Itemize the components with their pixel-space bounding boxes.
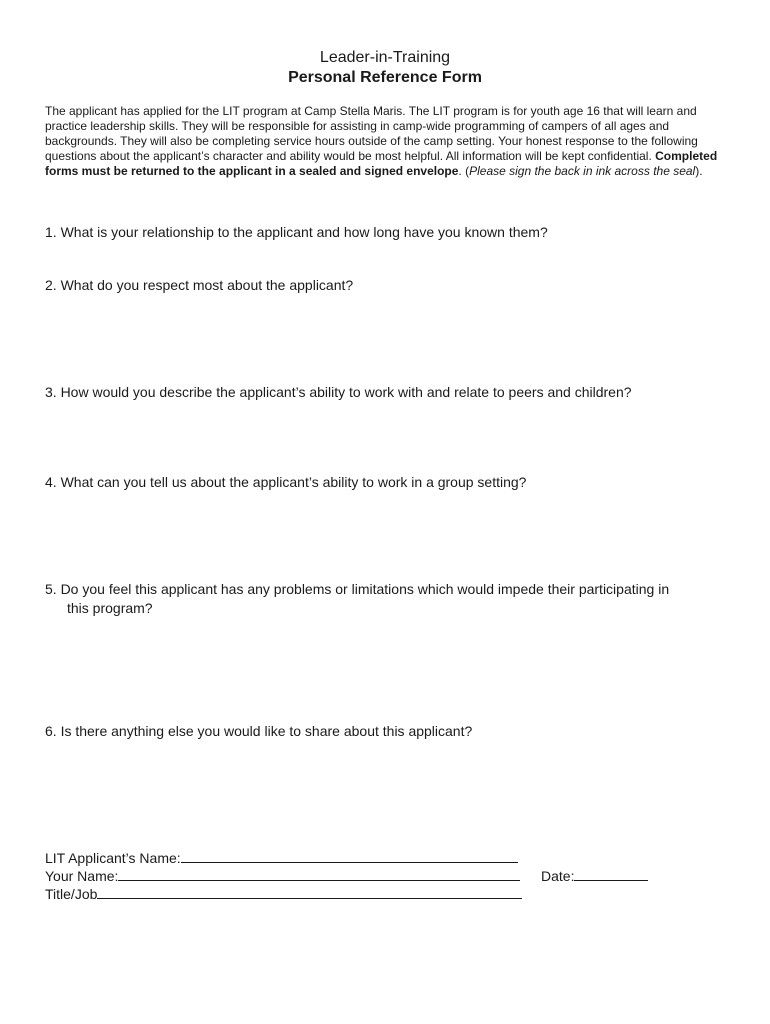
date-row <box>541 866 648 885</box>
question-3: 3. How would you describe the applicant’s ability to work with and relate to peers and children? <box>45 384 632 400</box>
date-field[interactable] <box>574 866 648 881</box>
intro-paragraph <box>45 104 730 179</box>
applicant-name-row <box>45 848 518 867</box>
question-5 <box>45 580 735 618</box>
question-6: 6. Is there anything else you would like to share about this applicant? <box>45 723 473 739</box>
intro-text-after-bold: . ( <box>458 164 470 178</box>
question-5-continuation: this program? <box>67 600 153 616</box>
question-2: 2. What do you respect most about the applicant? <box>45 277 354 293</box>
applicant-name-field[interactable] <box>181 848 518 863</box>
intro-closing: ). <box>695 164 703 178</box>
title-job-row <box>45 884 522 903</box>
title-job-label: Title/Job <box>45 886 98 902</box>
form-title: Leader-in-Training <box>319 49 451 66</box>
date-label: Date: <box>541 868 575 884</box>
your-name-label: Your Name: <box>45 868 119 884</box>
your-name-field[interactable] <box>118 866 520 881</box>
question-5-text: 5. Do you feel this applicant has any problems or limitations which would impede their participating in <box>45 581 670 597</box>
applicant-name-label: LIT Applicant’s Name: <box>45 850 181 866</box>
form-subtitle: Personal Reference Form <box>288 69 482 86</box>
question-4: 4. What can you tell us about the applicant’s ability to work in a group setting? <box>45 474 527 490</box>
question-1: 1. What is your relationship to the applicant and how long have you known them? <box>45 224 548 240</box>
intro-italic-instruction: Please sign the back in ink across the seal <box>469 164 696 178</box>
your-name-row <box>45 866 520 885</box>
title-job-field[interactable] <box>97 884 522 899</box>
intro-bold-instruction: Completed forms must be returned to the applicant in a sealed and signed envelope <box>45 149 718 178</box>
intro-text: The applicant has applied for the LIT program at Camp Stella Maris. The LIT program is for youth age 16 that will learn and practice leadership skills. They will be responsible for assisting in camp-wide programming of campers of all ages and backgrounds. They will also be completing service hours outside of the camp setting. Your honest response to the following questions about the applicant’s character and ability would be most helpful. All information will be kept confidential. <box>45 104 698 163</box>
